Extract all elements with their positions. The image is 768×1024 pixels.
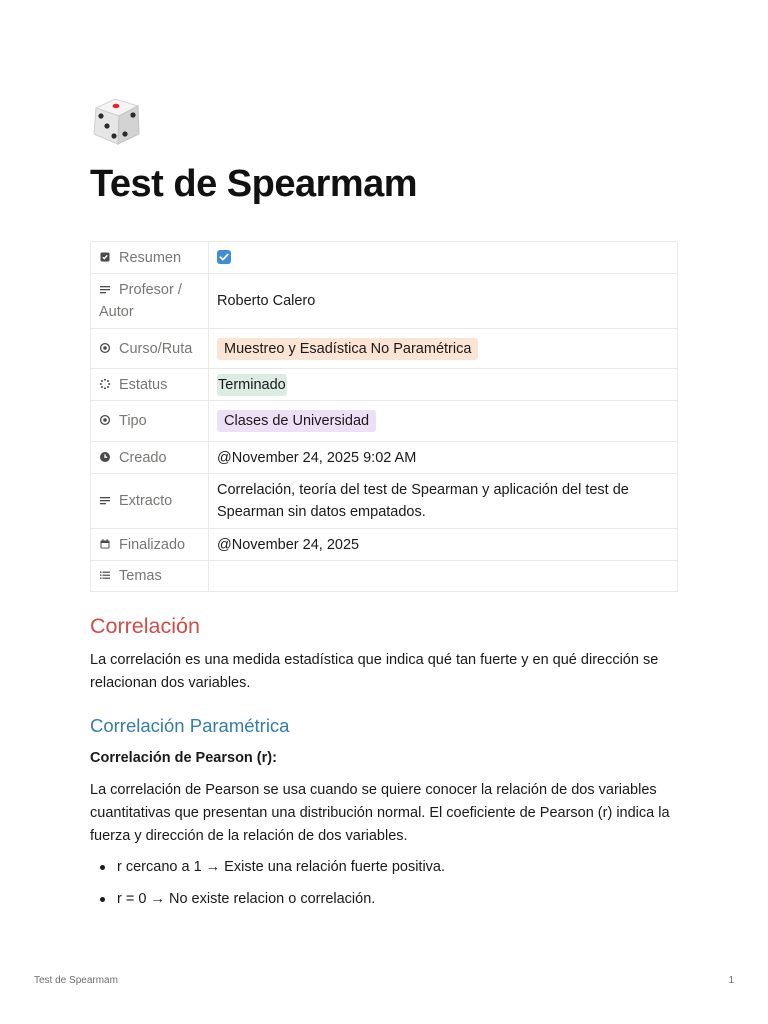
pearson-paragraph: La correlación de Pearson se usa cuando se quiere conocer la relación de dos variables cuantitativas que presentan una distribución normal. El coeficiente de Pearson (r) indica la fuerza y dirección de la relación de dos variables.: [90, 782, 670, 844]
property-row-resumen: [91, 242, 678, 274]
property-name: [91, 442, 209, 474]
property-label-extracto: Extracto: [119, 493, 173, 509]
footer-title: Test de Spearmam: [34, 975, 118, 986]
tipo-tag[interactable]: Clases de Universidad: [217, 410, 376, 432]
property-name: [91, 401, 209, 442]
text-property-icon: [99, 280, 111, 292]
page-title: Test de Spearmam: [90, 163, 418, 205]
property-row-extracto: [91, 474, 678, 529]
bullet-list: [90, 856, 680, 911]
bullet-icon: [100, 865, 105, 870]
text-property-icon: [99, 491, 111, 503]
list-property-icon: [99, 566, 111, 578]
intro-paragraph: La correlación es una medida estadística que indica qué tan fuerte y en qué dirección se relacionan dos variables.: [90, 652, 659, 691]
property-row-curso: [91, 329, 678, 369]
property-row-temas: [91, 561, 678, 592]
heading-correlacion: Correlación: [90, 614, 200, 638]
property-label-resumen: Resumen: [119, 249, 182, 266]
property-row-profesor: [91, 274, 678, 329]
properties-table: [90, 241, 678, 592]
temas-value[interactable]: [209, 561, 678, 592]
list-item: [90, 856, 680, 879]
property-name: [91, 474, 209, 529]
clock-icon: [99, 448, 111, 460]
list-item: [90, 888, 680, 911]
property-label-estatus: Estatus: [119, 376, 168, 393]
property-row-creado: [91, 442, 678, 474]
property-name: [91, 369, 209, 401]
creado-value: @November 24, 2025 9:02 AM: [209, 442, 678, 474]
property-label-tipo: Tipo: [119, 413, 147, 429]
property-row-finalizado: [91, 529, 678, 561]
dice-icon: [88, 94, 146, 150]
pearson-subheading: Correlación de Pearson (r):: [90, 750, 277, 766]
profesor-value[interactable]: Roberto Calero: [209, 274, 678, 329]
calendar-icon: [99, 535, 111, 547]
page-content: [90, 611, 680, 920]
property-name: [91, 274, 209, 329]
status-property-icon: [99, 375, 111, 387]
curso-tag[interactable]: Muestreo y Esadística No Paramétrica: [217, 338, 478, 360]
property-label-finalizado: Finalizado: [119, 536, 186, 553]
property-label-curso: Curso/Ruta: [119, 340, 193, 357]
property-name: [91, 529, 209, 561]
property-label-profesor: Profesor / Autor: [99, 282, 182, 320]
select-property-icon: [99, 411, 111, 423]
estatus-tag[interactable]: Terminado: [217, 374, 287, 396]
property-name: [91, 329, 209, 369]
bullet-icon: [100, 897, 105, 902]
select-property-icon: [99, 339, 111, 351]
property-label-temas: Temas: [119, 568, 162, 584]
resumen-checkbox[interactable]: [217, 250, 231, 264]
property-row-estatus: [91, 369, 678, 401]
list-item-text: r cercano a 1 → Existe una relación fuerte positiva.: [117, 859, 446, 875]
footer-page-number: 1: [728, 975, 734, 986]
property-label-creado: Creado: [119, 449, 167, 466]
property-name: [91, 561, 209, 592]
property-row-tipo: [91, 401, 678, 442]
finalizado-value[interactable]: @November 24, 2025: [209, 529, 678, 561]
checkbox-property-icon: [99, 248, 111, 260]
heading-correlacion-parametrica: Correlación Paramétrica: [90, 715, 290, 736]
list-item-text: r = 0 → No existe relacion o correlación.: [117, 891, 376, 907]
extracto-value[interactable]: Correlación, teoría del test de Spearman y aplicación del test de Spearman sin datos empatados.: [209, 474, 678, 529]
property-name: [91, 242, 209, 274]
